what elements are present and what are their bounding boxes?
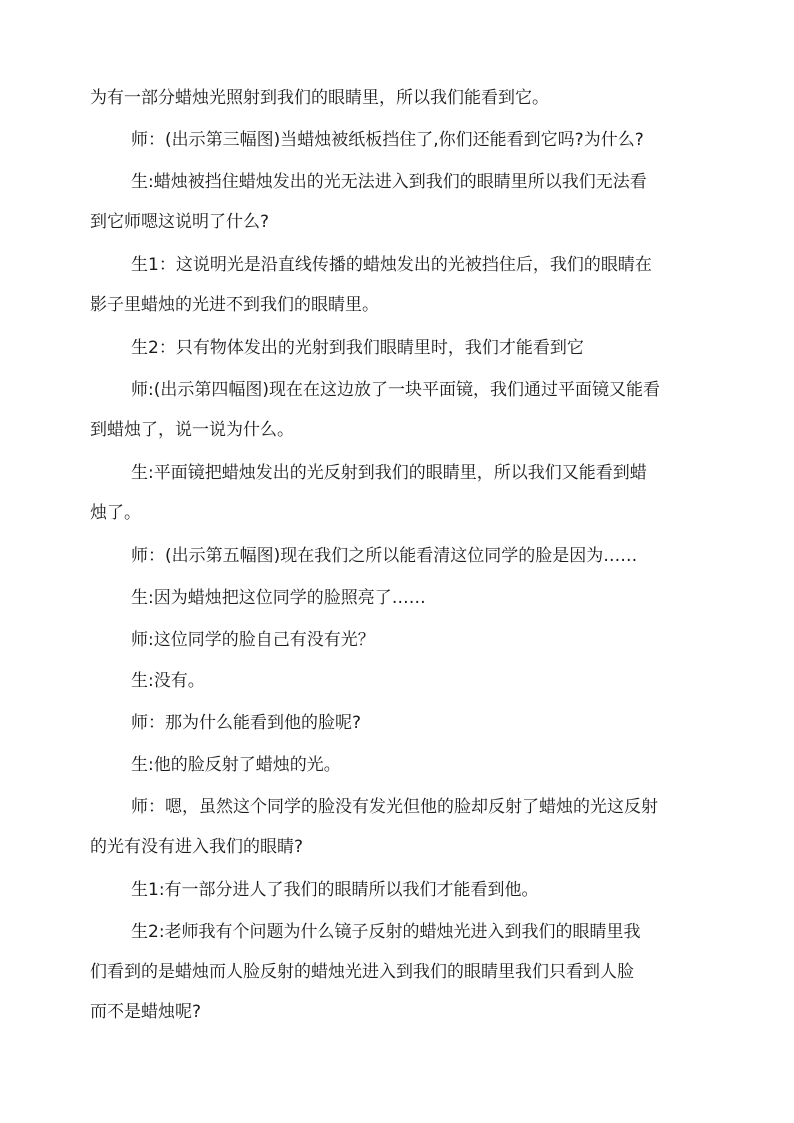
paragraph-1 xyxy=(90,78,708,118)
text-line: 生:他的脸反射了蜡烛的光。 xyxy=(131,755,341,775)
text-line: 生2：只有物体发出的光射到我们眼睛里时，我们才能看到它 xyxy=(131,338,584,358)
paragraph-7 xyxy=(90,453,708,533)
paragraph-12 xyxy=(90,703,708,743)
paragraph-8 xyxy=(90,536,708,576)
text-line: 而不是蜡烛呢? xyxy=(90,1002,202,1022)
paragraph-15 xyxy=(90,870,708,910)
text-line: 烛了。 xyxy=(90,503,141,523)
paragraph-5 xyxy=(90,328,708,368)
text-line: 生1：这说明光是沿直线传播的蜡烛发出的光被挡住后，我们的眼睛在 xyxy=(131,255,652,275)
text-line: 的光有没有进入我们的眼睛? xyxy=(90,837,304,857)
text-line: 师:这位同学的脸自己有没有光？ xyxy=(131,630,375,650)
paragraph-11 xyxy=(90,661,708,701)
text-line: 生:因为蜡烛把这位同学的脸照亮了…… xyxy=(131,588,426,608)
text-line: 生:没有。 xyxy=(131,671,205,691)
text-line: 师：那为什么能看到他的脸呢? xyxy=(131,713,362,733)
paragraph-14 xyxy=(90,787,708,867)
paragraph-3 xyxy=(90,162,708,242)
text-line: 为有一部分蜡烛光照射到我们的眼睛里，所以我们能看到它。 xyxy=(90,88,549,108)
paragraph-10 xyxy=(90,620,708,660)
text-line: 影子里蜡烛的光进不到我们的眼睛里。 xyxy=(90,295,379,315)
text-line: 生:平面镜把蜡烛发出的光反射到我们的眼睛里，所以我们又能看到蜡 xyxy=(131,463,647,483)
paragraph-2 xyxy=(90,120,708,160)
text-line: 生:蜡烛被挡住蜡烛发出的光无法进入到我们的眼睛里所以我们无法看 xyxy=(131,172,647,192)
text-line: 师：嗯，虽然这个同学的脸没有发光但他的脸却反射了蜡烛的光这反射 xyxy=(131,797,658,817)
text-line: 师:(出示第四幅图)现在在这边放了一块平面镜，我们通过平面镜又能看 xyxy=(131,380,660,400)
text-line: 师：(出示第三幅图)当蜡烛被纸板挡住了,你们还能看到它吗?为什么? xyxy=(131,130,644,150)
text-line: 生1:有一部分进人了我们的眼睛所以我们才能看到他。 xyxy=(131,880,539,900)
paragraph-9 xyxy=(90,578,708,618)
paragraph-4 xyxy=(90,245,708,325)
text-line: 师：(出示第五幅图)现在我们之所以能看清这位同学的脸是因为…… xyxy=(131,546,638,566)
text-line: 们看到的是蜡烛而人脸反射的蜡烛光进入到我们的眼睛里我们只看到人脸 xyxy=(90,962,634,982)
text-line: 到蜡烛了，说一说为什么。 xyxy=(90,420,294,440)
text-line: 生2:老师我有个问题为什么镜子反射的蜡烛光进入到我们的眼睛里我 xyxy=(131,922,641,942)
paragraph-13 xyxy=(90,745,708,785)
paragraph-6 xyxy=(90,370,708,450)
text-line: 到它师嗯这说明了什么? xyxy=(90,212,270,232)
paragraph-16 xyxy=(90,912,708,1032)
